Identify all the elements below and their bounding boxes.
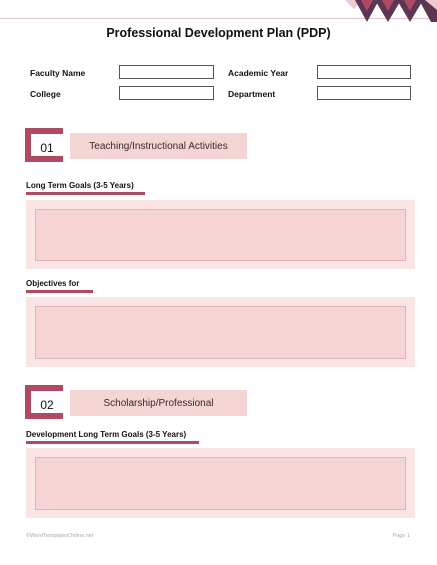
section-heading-bar xyxy=(70,390,247,416)
long-term-goals-input[interactable] xyxy=(35,209,406,261)
long-term-goals-label: Long Term Goals (3-5 Years) xyxy=(26,181,134,190)
development-goals-label: Development Long Term Goals (3-5 Years) xyxy=(26,430,187,439)
academic-year-field[interactable] xyxy=(317,65,411,79)
section-number: 01 xyxy=(40,141,54,155)
footer-source: ©WordTemplatesOnline.net xyxy=(26,533,94,539)
academic-year-label: Academic Year xyxy=(228,68,289,78)
section-heading-bar xyxy=(70,133,247,159)
faculty-name-field[interactable] xyxy=(119,65,214,79)
subheading-underline xyxy=(26,441,199,444)
page-number: Page 1 xyxy=(392,533,410,539)
college-field[interactable] xyxy=(119,86,214,100)
objectives-label: Objectives for xyxy=(26,279,80,288)
section-number: 02 xyxy=(40,398,54,412)
department-label: Department xyxy=(228,89,276,99)
decorative-corner-pattern xyxy=(345,0,437,22)
page-title: Professional Development Plan (PDP) xyxy=(106,26,331,40)
subheading-underline xyxy=(26,192,145,195)
subheading-underline xyxy=(26,290,93,293)
college-label: College xyxy=(30,89,61,99)
section-number-underline xyxy=(25,413,63,419)
objectives-input[interactable] xyxy=(35,306,406,359)
section-heading: Teaching/Instructional Activities xyxy=(89,140,228,152)
faculty-name-label: Faculty Name xyxy=(30,68,86,78)
section-number-underline xyxy=(25,156,63,162)
development-goals-input[interactable] xyxy=(35,457,406,510)
section-heading: Scholarship/Professional xyxy=(103,397,214,409)
department-field[interactable] xyxy=(317,86,411,100)
